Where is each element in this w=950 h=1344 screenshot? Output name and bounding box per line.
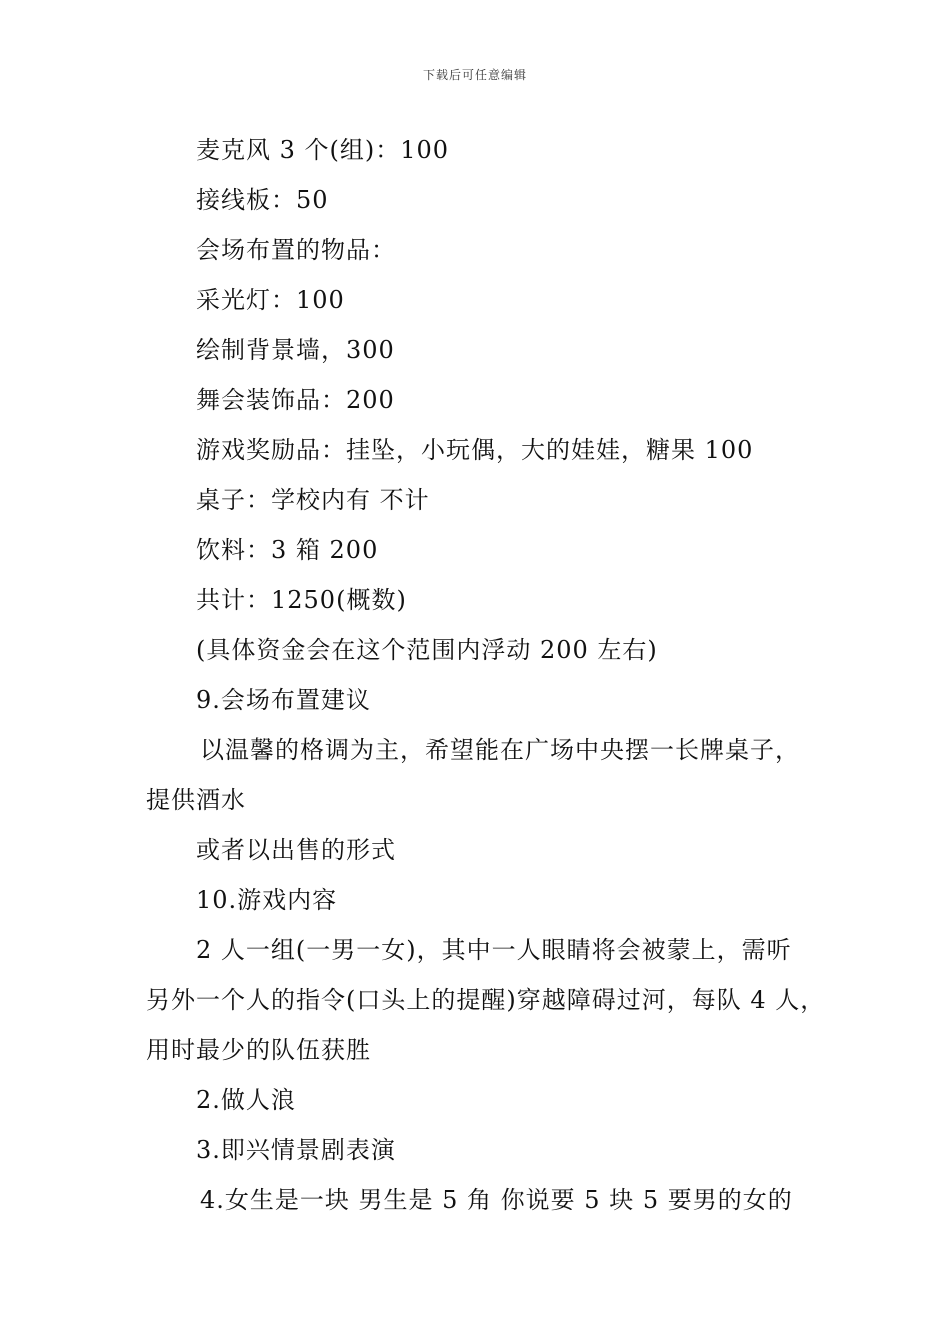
budget-note: (具体资金会在这个范围内浮动 200 左右) bbox=[196, 636, 658, 664]
paragraph-line: 用时最少的队伍获胜 bbox=[146, 1036, 371, 1064]
budget-line-backdrop: 绘制背景墙，300 bbox=[196, 336, 395, 364]
game-item-improv: 3.即兴情景剧表演 bbox=[196, 1136, 396, 1164]
budget-line-microphone: 麦克风 3 个(组)：100 bbox=[196, 136, 450, 164]
budget-line-tables: 桌子：学校内有 不计 bbox=[196, 486, 430, 514]
venue-items-heading: 会场布置的物品： bbox=[196, 236, 396, 264]
section-heading-game-content: 10.游戏内容 bbox=[196, 886, 338, 914]
page-header-note: 下载后可任意编辑 bbox=[422, 68, 527, 82]
budget-line-drinks: 饮料：3 箱 200 bbox=[196, 536, 379, 564]
paragraph-line: 或者以出售的形式 bbox=[196, 836, 396, 864]
paragraph-line: 2 人一组(一男一女)，其中一人眼睛将会被蒙上，需听 bbox=[196, 936, 792, 964]
budget-line-decorations: 舞会装饰品：200 bbox=[196, 386, 395, 414]
paragraph-line: 以温馨的格调为主，希望能在广场中央摆一长牌桌子， bbox=[200, 736, 800, 764]
paragraph-line: 另外一个人的指令(口头上的提醒)穿越障碍过河，每队 4 人， bbox=[146, 986, 826, 1014]
game-item-money: 4.女生是一块 男生是 5 角 你说要 5 块 5 要男的女的 bbox=[200, 1186, 793, 1214]
document-body bbox=[146, 130, 836, 1230]
paragraph-line: 提供酒水 bbox=[146, 786, 246, 814]
budget-line-power-strip: 接线板：50 bbox=[196, 186, 329, 214]
budget-total: 共计：1250(概数) bbox=[196, 586, 407, 614]
budget-line-lighting: 采光灯：100 bbox=[196, 286, 345, 314]
section-heading-venue-suggestion: 9.会场布置建议 bbox=[196, 686, 371, 714]
budget-line-prizes: 游戏奖励品：挂坠，小玩偶，大的娃娃，糖果 100 bbox=[196, 436, 754, 464]
game-item-wave: 2.做人浪 bbox=[196, 1086, 296, 1114]
